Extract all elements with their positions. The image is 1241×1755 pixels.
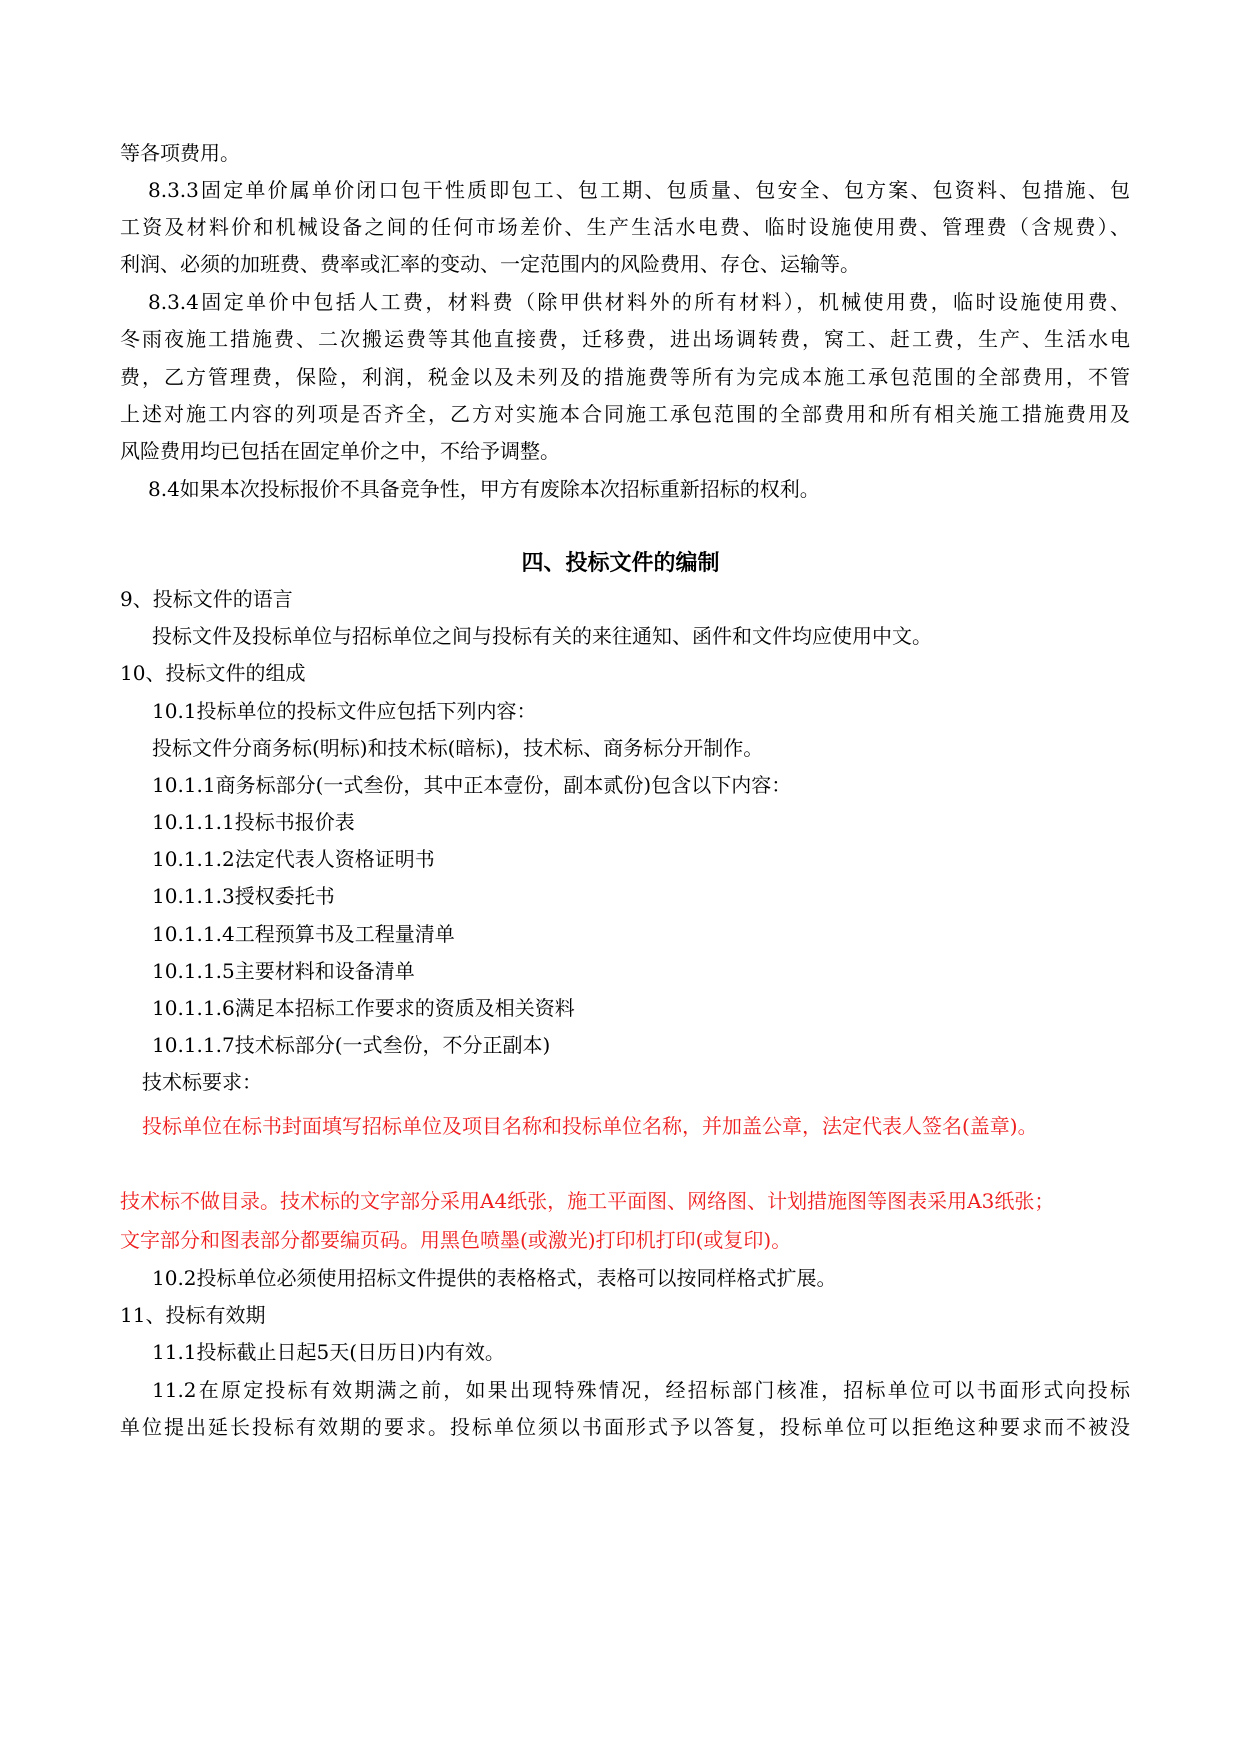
section-heading: 四、投标文件的编制 bbox=[521, 550, 720, 576]
paragraph-line: 投标文件分商务标(明标)和技术标(暗标)，技术标、商务标分开制作。 bbox=[152, 736, 764, 760]
list-item: 10.1.1.5主要材料和设备清单 bbox=[152, 959, 415, 983]
paragraph-11-2: 11.2在原定投标有效期满之前，如果出现特殊情况，经招标部门核准，招标单位可以书面形式向投标 bbox=[152, 1378, 1130, 1402]
paragraph-line: 工资及材料价和机械设备之间的任何市场差价、生产生活水电费、临时设施使用费、管理费（含规费）、 bbox=[120, 215, 1130, 239]
paragraph-8-3-4: 8.3.4固定单价中包括人工费，材料费（除甲供材料外的所有材料），机械使用费，临时设施使用费、 bbox=[148, 290, 1130, 314]
item-10-title: 10、投标文件的组成 bbox=[120, 661, 306, 685]
paragraph-line: 利润、必须的加班费、费率或汇率的变动、一定范围内的风险费用、存仓、运输等。 bbox=[120, 252, 860, 276]
list-item: 10.1.1.6满足本招标工作要求的资质及相关资料 bbox=[152, 996, 575, 1020]
list-item: 10.1.1.2法定代表人资格证明书 bbox=[152, 847, 435, 871]
paragraph-10-1: 10.1投标单位的投标文件应包括下列内容： bbox=[152, 699, 537, 723]
paragraph-line: 上述对施工内容的列项是否齐全，乙方对实施本合同施工承包范围的全部费用和所有相关施工措施费用及 bbox=[120, 402, 1130, 426]
list-item: 10.1.1.3授权委托书 bbox=[152, 884, 335, 908]
item-9-title: 9、投标文件的语言 bbox=[120, 587, 293, 611]
list-item: 10.1.1.1投标书报价表 bbox=[152, 810, 355, 834]
paragraph-8-3-3: 8.3.3固定单价属单价闭口包干性质即包工、包工期、包质量、包安全、包方案、包资料、包措施、包 bbox=[148, 178, 1130, 202]
list-item: 10.1.1.7技术标部分(一式叁份，不分正副本) bbox=[152, 1033, 551, 1057]
paragraph-8-4: 8.4如果本次投标报价不具备竞争性，甲方有废除本次招标重新招标的权利。 bbox=[148, 477, 820, 501]
paragraph-10-2: 10.2投标单位必须使用招标文件提供的表格格式，表格可以按同样格式扩展。 bbox=[152, 1266, 837, 1290]
paragraph-line: 单位提出延长投标有效期的要求。投标单位须以书面形式予以答复，投标单位可以拒绝这种要求而不被没 bbox=[120, 1415, 1130, 1439]
red-note-line: 文字部分和图表部分都要编页码。用黑色喷墨(或激光)打印机打印(或复印)。 bbox=[120, 1228, 792, 1252]
red-note-line: 技术标不做目录。技术标的文字部分采用A4纸张，施工平面图、网络图、计划措施图等图表采用A3纸张； bbox=[120, 1189, 1055, 1213]
paragraph-line: 费，乙方管理费，保险，利润，税金以及未列及的措施费等所有为完成本施工承包范围的全部费用，不管 bbox=[120, 365, 1130, 389]
red-note-line: 投标单位在标书封面填写招标单位及项目名称和投标单位名称，并加盖公章，法定代表人签名(盖章)。 bbox=[142, 1114, 1038, 1138]
item-11-title: 11、投标有效期 bbox=[120, 1303, 266, 1327]
paragraph-11-1: 11.1投标截止日起5天(日历日)内有效。 bbox=[152, 1340, 505, 1364]
paragraph-line: 等各项费用。 bbox=[120, 141, 240, 165]
tech-requirements-label: 技术标要求： bbox=[142, 1070, 262, 1094]
list-item: 10.1.1.4工程预算书及工程量清单 bbox=[152, 922, 455, 946]
paragraph-line: 冬雨夜施工措施费、二次搬运费等其他直接费，迁移费，进出场调转费，窝工、赶工费，生产、生活水电 bbox=[120, 327, 1130, 351]
paragraph-line: 投标文件及投标单位与招标单位之间与投标有关的来往通知、函件和文件均应使用中文。 bbox=[152, 624, 932, 648]
paragraph-line: 风险费用均已包括在固定单价之中，不给予调整。 bbox=[120, 439, 560, 463]
paragraph-10-1-1: 10.1.1商务标部分(一式叁份，其中正本壹份，副本贰份)包含以下内容： bbox=[152, 773, 792, 797]
